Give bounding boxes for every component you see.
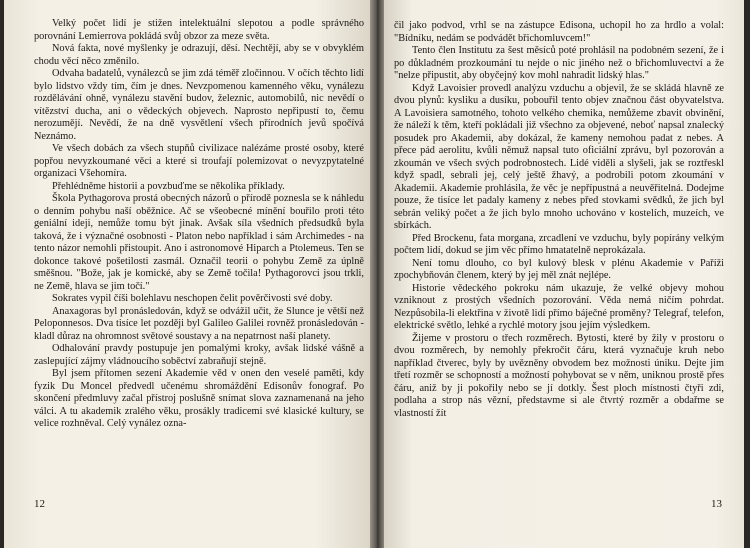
paragraph: Sokrates vypil číši bolehlavu neschopen čelit pověrčivosti své doby.: [52, 293, 333, 304]
page-number-left: 12: [34, 498, 45, 510]
paragraph: Historie vědeckého pokroku nám ukazuje, že velké objevy mohou vzniknout z prostých všedních pozorování. Věda nemá ničím pohrdat. Nezpůsobila-li elektřina v životě lidí přímo báječné proměny? Telegraf, telefon, elektrické světlo, lehké a rychlé motory jsou jejím výsledkem.: [394, 282, 724, 331]
paragraph: Přehlédněme historii a povzbuďme se několika příklady.: [52, 180, 285, 192]
paragraph: Není tomu dlouho, co byl kulový blesk v plénu Akademie v Paříži zpochybňován členem, který by jej měl znát nejlépe.: [394, 257, 724, 281]
paragraph: Když Lavoisier provedl analýzu vzduchu a objevil, že se skládá hlavně ze dvou plynů: kysliku a dusíku, pobouřil tento objev značnou část obyvatelstva. A Lavoisiera samotného, tohoto velkého chemika, nemůžeme zbavit obvinění, že náleží k těm, kteří pokládali již všechno za objevené, neboť napsal znalecký posudek pro Akademii, aby dokázal, že kameny nemohou padat z nebes. A přece pád aerolitu, kvůli němuž napsal tuto oficiální zprávu, byl pozorován a zkoumán ve všech svých podrobnostech. Lidé viděli a slyšeli, jak se roztřeskl když spadl, sebrali jej, celý ještě žhavý, a podrobili potom zkoumání v Akademii. Akademie prohlásila, že věc je nepřípustná a neuvěřitelná. Dodejme pouze, že tisíce let padaly kameny z nebes před stovkami svědků, že jich byl sebrán veliký počet a že jich bylo mnoho uchováno v kostelích, muzeích, ve sbírkách.: [394, 82, 724, 231]
paragraph: Žijeme v prostoru o třech rozměrech. Bytosti, které by žily v prostoru o dvou rozměrech, by nemohly překročit čáru, která vyznačuje kruh nebo například čtverec, byly by uvězněny obvodem bez možnosti úniku. Dejte jim třetí rozměr se schopností a možností pohybovat se v něm, uniknou prostě přes čáru, aniž by ji pokořily nebo se jí dotkly. Šest ploch místnosti čtyři zdi, podlaha a strop nás vězní, představme si ale čtvrtý rozměr a obdařme se vlastností žít: [394, 332, 724, 419]
paragraph: Před Brockenu, fata morgana, zrcadlení ve vzduchu, byly popírány velkým počtem lidí, dokud se jim věc přímo hmatatelně neprokázala.: [394, 232, 724, 256]
paragraph: Tento člen Institutu za šest měsíců poté prohlásil na podobném sezení, že i po důkladném prozkoumání tu nejde o nic jiného než o břichomluvectví a že "nelze připustit, aby obyčejný kov mohl nahradit lidský hlas.": [394, 45, 724, 81]
paragraph: Odvaha badatelů, vynálezců se jim zdá téměř zločinnou. V očích těchto lidí bylo lidstvo vždy tím, čím je dnes. Nevzpomenou kamenného věku, vynálezu rozdělávání ohně, vynálezu stavění budov, železnic, automobilů, nic nevědí o vítězství ducha, ani o vědeckých objevech. Naprosto nepřipustí to, čemu nerozumějí. Nevědí, že na dně vysvětlení všech přírodních jevů spočívá Neznámo.: [34, 68, 364, 142]
paragraph: Byl jsem přítomen sezení Akademie věd v onen den veselé paměti, kdy fyzik Du Moncel předvedl učenému shromáždění Edisonův fonograf. Po skončení předmluvy začal přístroj poslušně snímat slova zaznamenaná na jeho válci. A tu akademik zralého věku, prosákly tradicemi své klasické kultury, se velice rozhněval. Celý vynález ozna-: [34, 368, 364, 429]
paragraph: Ve všech dobách za všech stupňů civilizace nalézáme prosté osoby, které popřou nevyzkoumané věci a které si troufají polemizovat o nevyzpytatelné organizaci Všehomíra.: [34, 143, 364, 179]
paragraph: Anaxagoras byl pronásledován, když se odvážil učit, že Slunce je větší než Peloponnesos. Dva tisíce let později byl Galileo Galilei rovněž pronásledován - kladl důraz na ohromnost světové soustavy a na nepatrnost naší planety.: [34, 305, 364, 342]
left-page-text: [34, 18, 364, 431]
paragraph: Nová fakta, nové myšlenky je odrazují, děsí. Nechtějí, aby se v obvyklém chodu věcí něco změnilo.: [34, 43, 364, 67]
paragraph-continuation: čil jako podvod, vrhl se na zástupce Edisona, uchopil ho za hrdlo a volal: "Bídníku, nedám se podvádět břichomluvcem!": [394, 20, 724, 44]
right-page-text: [394, 20, 724, 420]
paragraph: Odhalování pravdy postupuje jen pomalými kroky, avšak lidské vášně a zaslepující zájmy vládnoucího soběctví zabraňují stejně.: [34, 343, 364, 367]
page-number-right: 13: [711, 498, 722, 510]
paragraph: Škola Pythagorova prostá obecných názorů o přírodě poznesla se k náhledu o denním pohybu naší oběžnice. Ač se všeobecné mínění bouřilo proti této geniální ideji, nemůže tomu být jinak. Avšak síla všedních předsudků byla taková, že i význačné osobnosti - Platon nebo například i sám Archimedes - na tento názor nemohli přistoupit. Ano i astronomové Hiparch a Ptolemeus. Ten se dokonce takové pošetilosti zasmál. Označil teorii o pohybu Země za úplně směšnou. "Bože, jak je komické, aby se Země točila! Pythagorovci jsou trkli, ne Země, hlava se jim točí.": [34, 193, 364, 292]
paragraph: Velký počet lidí je stižen intelektuální slepotou a podle správného porovnání Lemierrova pokládá svůj obzor za meze světa.: [34, 18, 364, 42]
book-gutter: [370, 0, 384, 548]
right-page: [384, 0, 744, 548]
left-page: [4, 0, 370, 548]
